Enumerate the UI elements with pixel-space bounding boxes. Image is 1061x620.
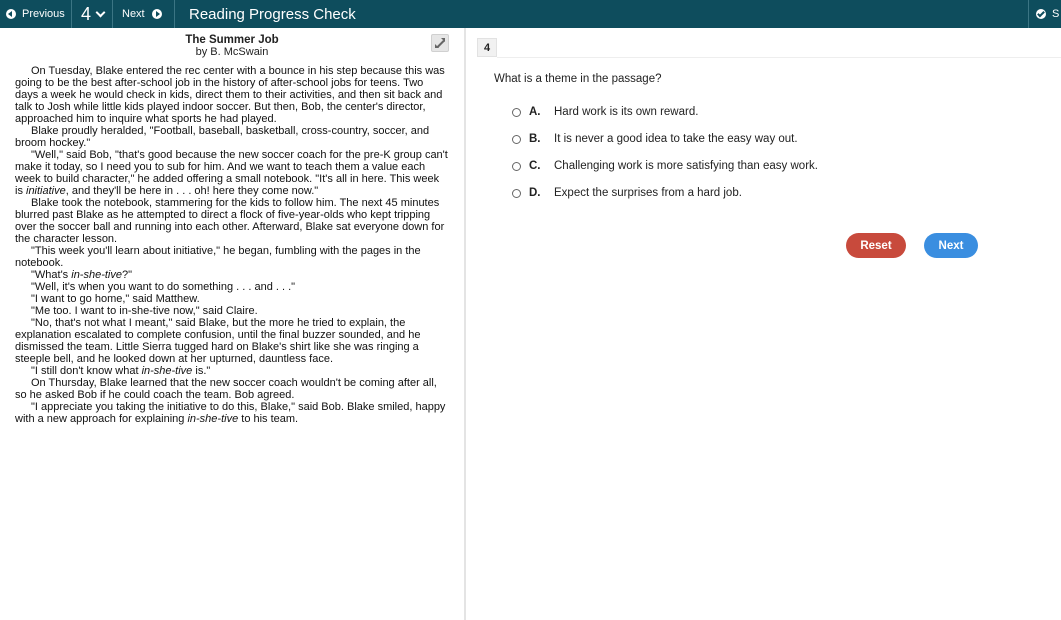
question-number-badge: 4 [477, 38, 497, 57]
toolbar-divider [71, 0, 72, 28]
question-number-dropdown[interactable] [81, 0, 104, 28]
choice-letter: B. [529, 133, 541, 145]
passage-pane [0, 28, 464, 620]
check-icon [1036, 9, 1046, 19]
passage-paragraph: "No, that's not what I meant," said Blake, but the more he tried to explain, the explanation escalated to complete confusion, until the final buzzer sounded, and he dismissed the team. Little Sierra tugged hard on Blake's shirt like she was ringing a steeple bell, and he looked down at her upturned, dauntless face. [15, 317, 421, 365]
toolbar-divider [1028, 0, 1029, 28]
page-title: Reading Progress Check [189, 6, 356, 23]
radio-button[interactable] [512, 135, 521, 144]
choice-letter: A. [529, 106, 541, 118]
passage-paragraph: "I appreciate you taking the initiative to do this, Blake," said Bob. Blake smiled, happy with a new approach for explaining in-she-tive to his team. [15, 401, 446, 425]
passage-paragraph: "I still don't know what in-she-tive is." [31, 365, 211, 377]
answer-choice-c[interactable] [512, 159, 818, 173]
next-button[interactable]: Next [924, 233, 978, 258]
passage-paragraph: "Well," said Bob, "that's good because the new soccer coach for the pre-K group can't make it today, so I need you to sub for him. And we want to teach them a value each week to build character," he added offering a small notebook. "It's all in here. This week is initiative, and they'll be here in . . . oh! here they come now." [15, 149, 448, 197]
answer-choice-a[interactable] [512, 105, 698, 119]
radio-button[interactable] [512, 162, 521, 171]
answer-choice-b[interactable] [512, 132, 798, 146]
choice-letter: D. [529, 187, 541, 199]
choice-letter: C. [529, 160, 541, 172]
toolbar-divider [174, 0, 175, 28]
reset-button[interactable]: Reset [846, 233, 906, 258]
next-label: Next [122, 8, 145, 20]
submit-button[interactable] [1036, 0, 1059, 28]
toolbar-divider [112, 0, 113, 28]
choice-text: Expect the surprises from a hard job. [554, 187, 742, 199]
passage-paragraph: Blake took the notebook, stammering for the kids to follow him. The next 45 minutes blurred past Blake as he attempted to direct a flock of five-year-olds who kept tripping over the soccer ball and running into each other. Afterward, Blake sat everyone down for the character lesson. [15, 197, 445, 245]
question-prompt: What is a theme in the passage? [494, 73, 662, 85]
next-question-button[interactable] [122, 0, 162, 28]
radio-button[interactable] [512, 189, 521, 198]
passage-paragraph: On Thursday, Blake learned that the new soccer coach wouldn't be coming after all, so he asked Bob if he could coach the team. Bob agreed. [15, 377, 437, 401]
next-arrow-icon [152, 9, 162, 19]
passage-author: by B. McSwain [195, 46, 269, 58]
submit-label: S [1052, 8, 1060, 20]
passage-paragraph: "This week you'll learn about initiative," he began, fumbling with the pages in the notebook. [15, 245, 421, 269]
answer-choice-d[interactable] [512, 186, 742, 200]
radio-button[interactable] [512, 108, 521, 117]
chevron-down-icon [96, 7, 106, 17]
passage-paragraph: "What's in-she-tive?" [31, 269, 133, 281]
passage-paragraph: Blake proudly heralded, "Football, baseball, basketball, cross-country, soccer, and broom hockey." [15, 125, 430, 149]
passage-paragraph: On Tuesday, Blake entered the rec center with a bounce in his step because this was going to be the best after-school job in the history of after-school jobs for teens. Two days a week he would check in kids, direct them to their activities, and then sit back and talk to Josh while little kids played indoor soccer. But then, Bob, the center's director, approached him to inquire what sports he had played. [15, 65, 445, 125]
choice-text: It is never a good idea to take the easy way out. [554, 133, 798, 145]
question-number: 4 [81, 3, 92, 24]
pane-divider[interactable] [464, 28, 466, 620]
passage-paragraph: "I want to go home," said Matthew. [31, 293, 200, 305]
passage-paragraph: "Me too. I want to in-she-tive now," said Claire. [31, 305, 258, 317]
choice-text: Challenging work is more satisfying than easy work. [554, 160, 818, 172]
passage-paragraph: "Well, it's when you want to do something . . . and . . ." [31, 281, 296, 293]
top-toolbar [0, 0, 1061, 28]
question-header-rule [497, 57, 1061, 58]
expand-passage-icon[interactable] [431, 34, 449, 52]
passage-title: The Summer Job [185, 34, 279, 46]
previous-arrow-icon [6, 9, 16, 19]
choice-text: Hard work is its own reward. [554, 106, 699, 118]
previous-button[interactable] [6, 0, 65, 28]
previous-label: Previous [22, 8, 65, 20]
